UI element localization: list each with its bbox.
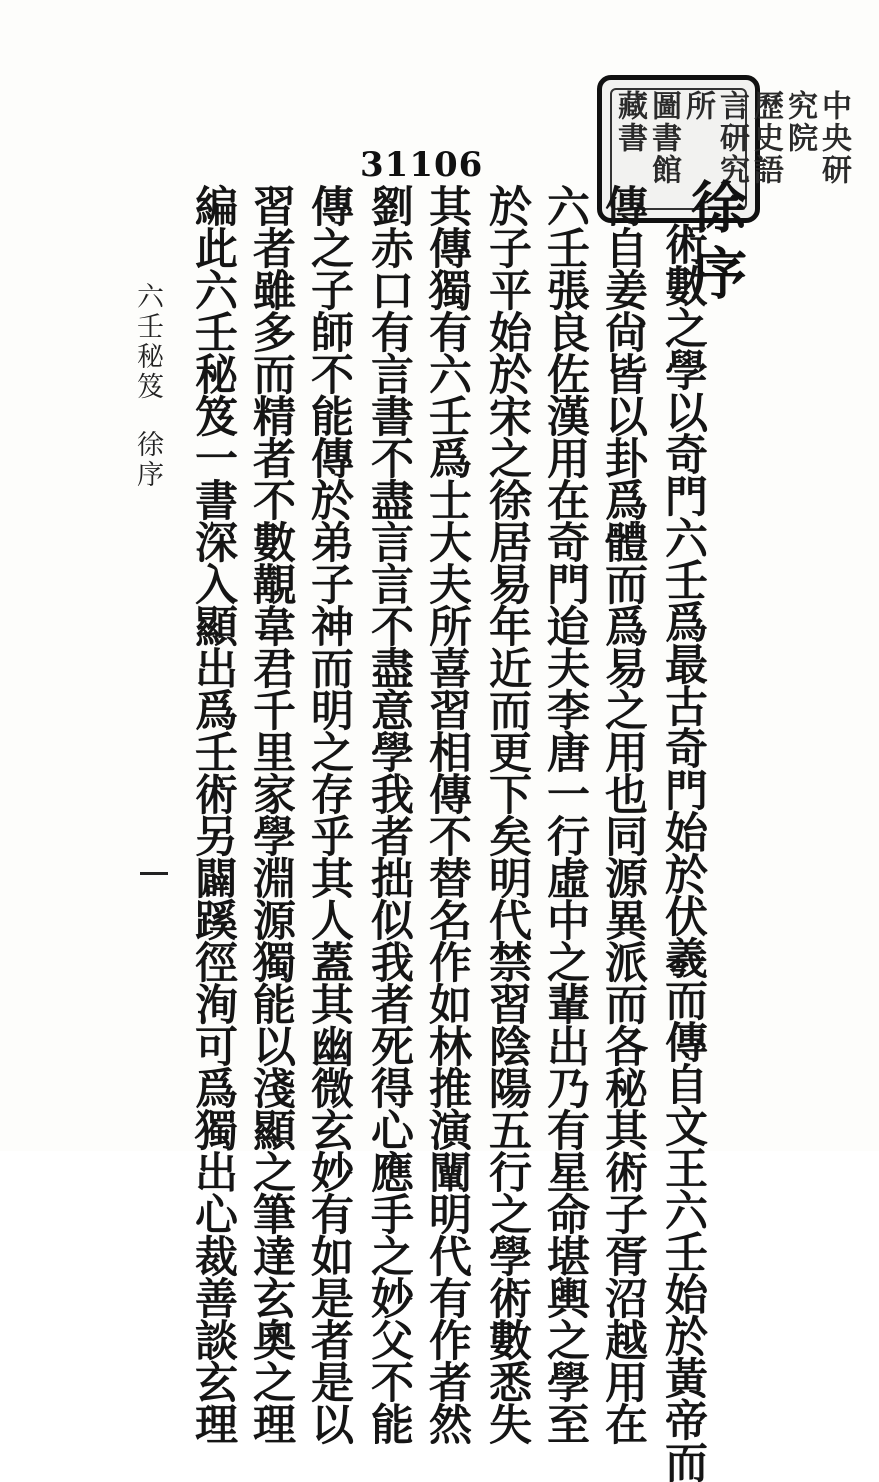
text-column-3: 六壬張良佐漢用在奇門迨夫李唐一行虛中之輩出乃有星命堪輿之學至 xyxy=(540,184,590,1444)
text-column-8: 習者雖多而精者不數覯韋君千里家學淵源獨能以淺顯之筆達玄奧之理 xyxy=(246,184,296,1444)
text-column-5: 其傳獨有六壬爲士大夫所喜習相傳不替名作如林推演闡明代有作者然 xyxy=(422,184,472,1444)
text-column-6: 劉赤口有言書不盡言言不盡意學我者拙似我者死得心應手之妙父不能 xyxy=(364,184,414,1444)
text-column-4: 於子平始於宋之徐居易年近而更下矣明代禁習陰陽五行之學術數悉失 xyxy=(482,184,532,1444)
seal-text-line: 歷史語言研究所 xyxy=(680,90,783,186)
section-title: 徐序 xyxy=(682,178,748,310)
text-column-7: 傳之子師不能傳於弟子神而明之存乎其人蓋其幽微玄妙有如是者是以 xyxy=(304,184,354,1444)
seal-text-line: 中央研究院 xyxy=(782,90,851,186)
catalog-number: 31106 xyxy=(360,145,484,185)
page-number xyxy=(140,872,168,875)
margin-caption xyxy=(132,282,162,490)
page-number-text xyxy=(140,858,168,886)
margin-book-title: 六壬秘笈 xyxy=(132,282,163,402)
seal-text-line: 圖書館藏書 xyxy=(612,90,681,186)
text-column-9: 編此六壬秘笈一書深入顯出爲壬術另闢蹊徑洵可爲獨出心裁善談玄理 xyxy=(188,184,238,1444)
text-column-2: 傳自姜尙皆以卦爲體而爲易之用也同源異派而各秘其術子胥沼越用在 xyxy=(598,184,648,1444)
text-column-1: 術數之學以奇門六壬爲最古奇門始於伏羲而傳自文王六壬始於黃帝而 xyxy=(658,222,708,1482)
margin-section: 徐序 xyxy=(132,430,163,490)
